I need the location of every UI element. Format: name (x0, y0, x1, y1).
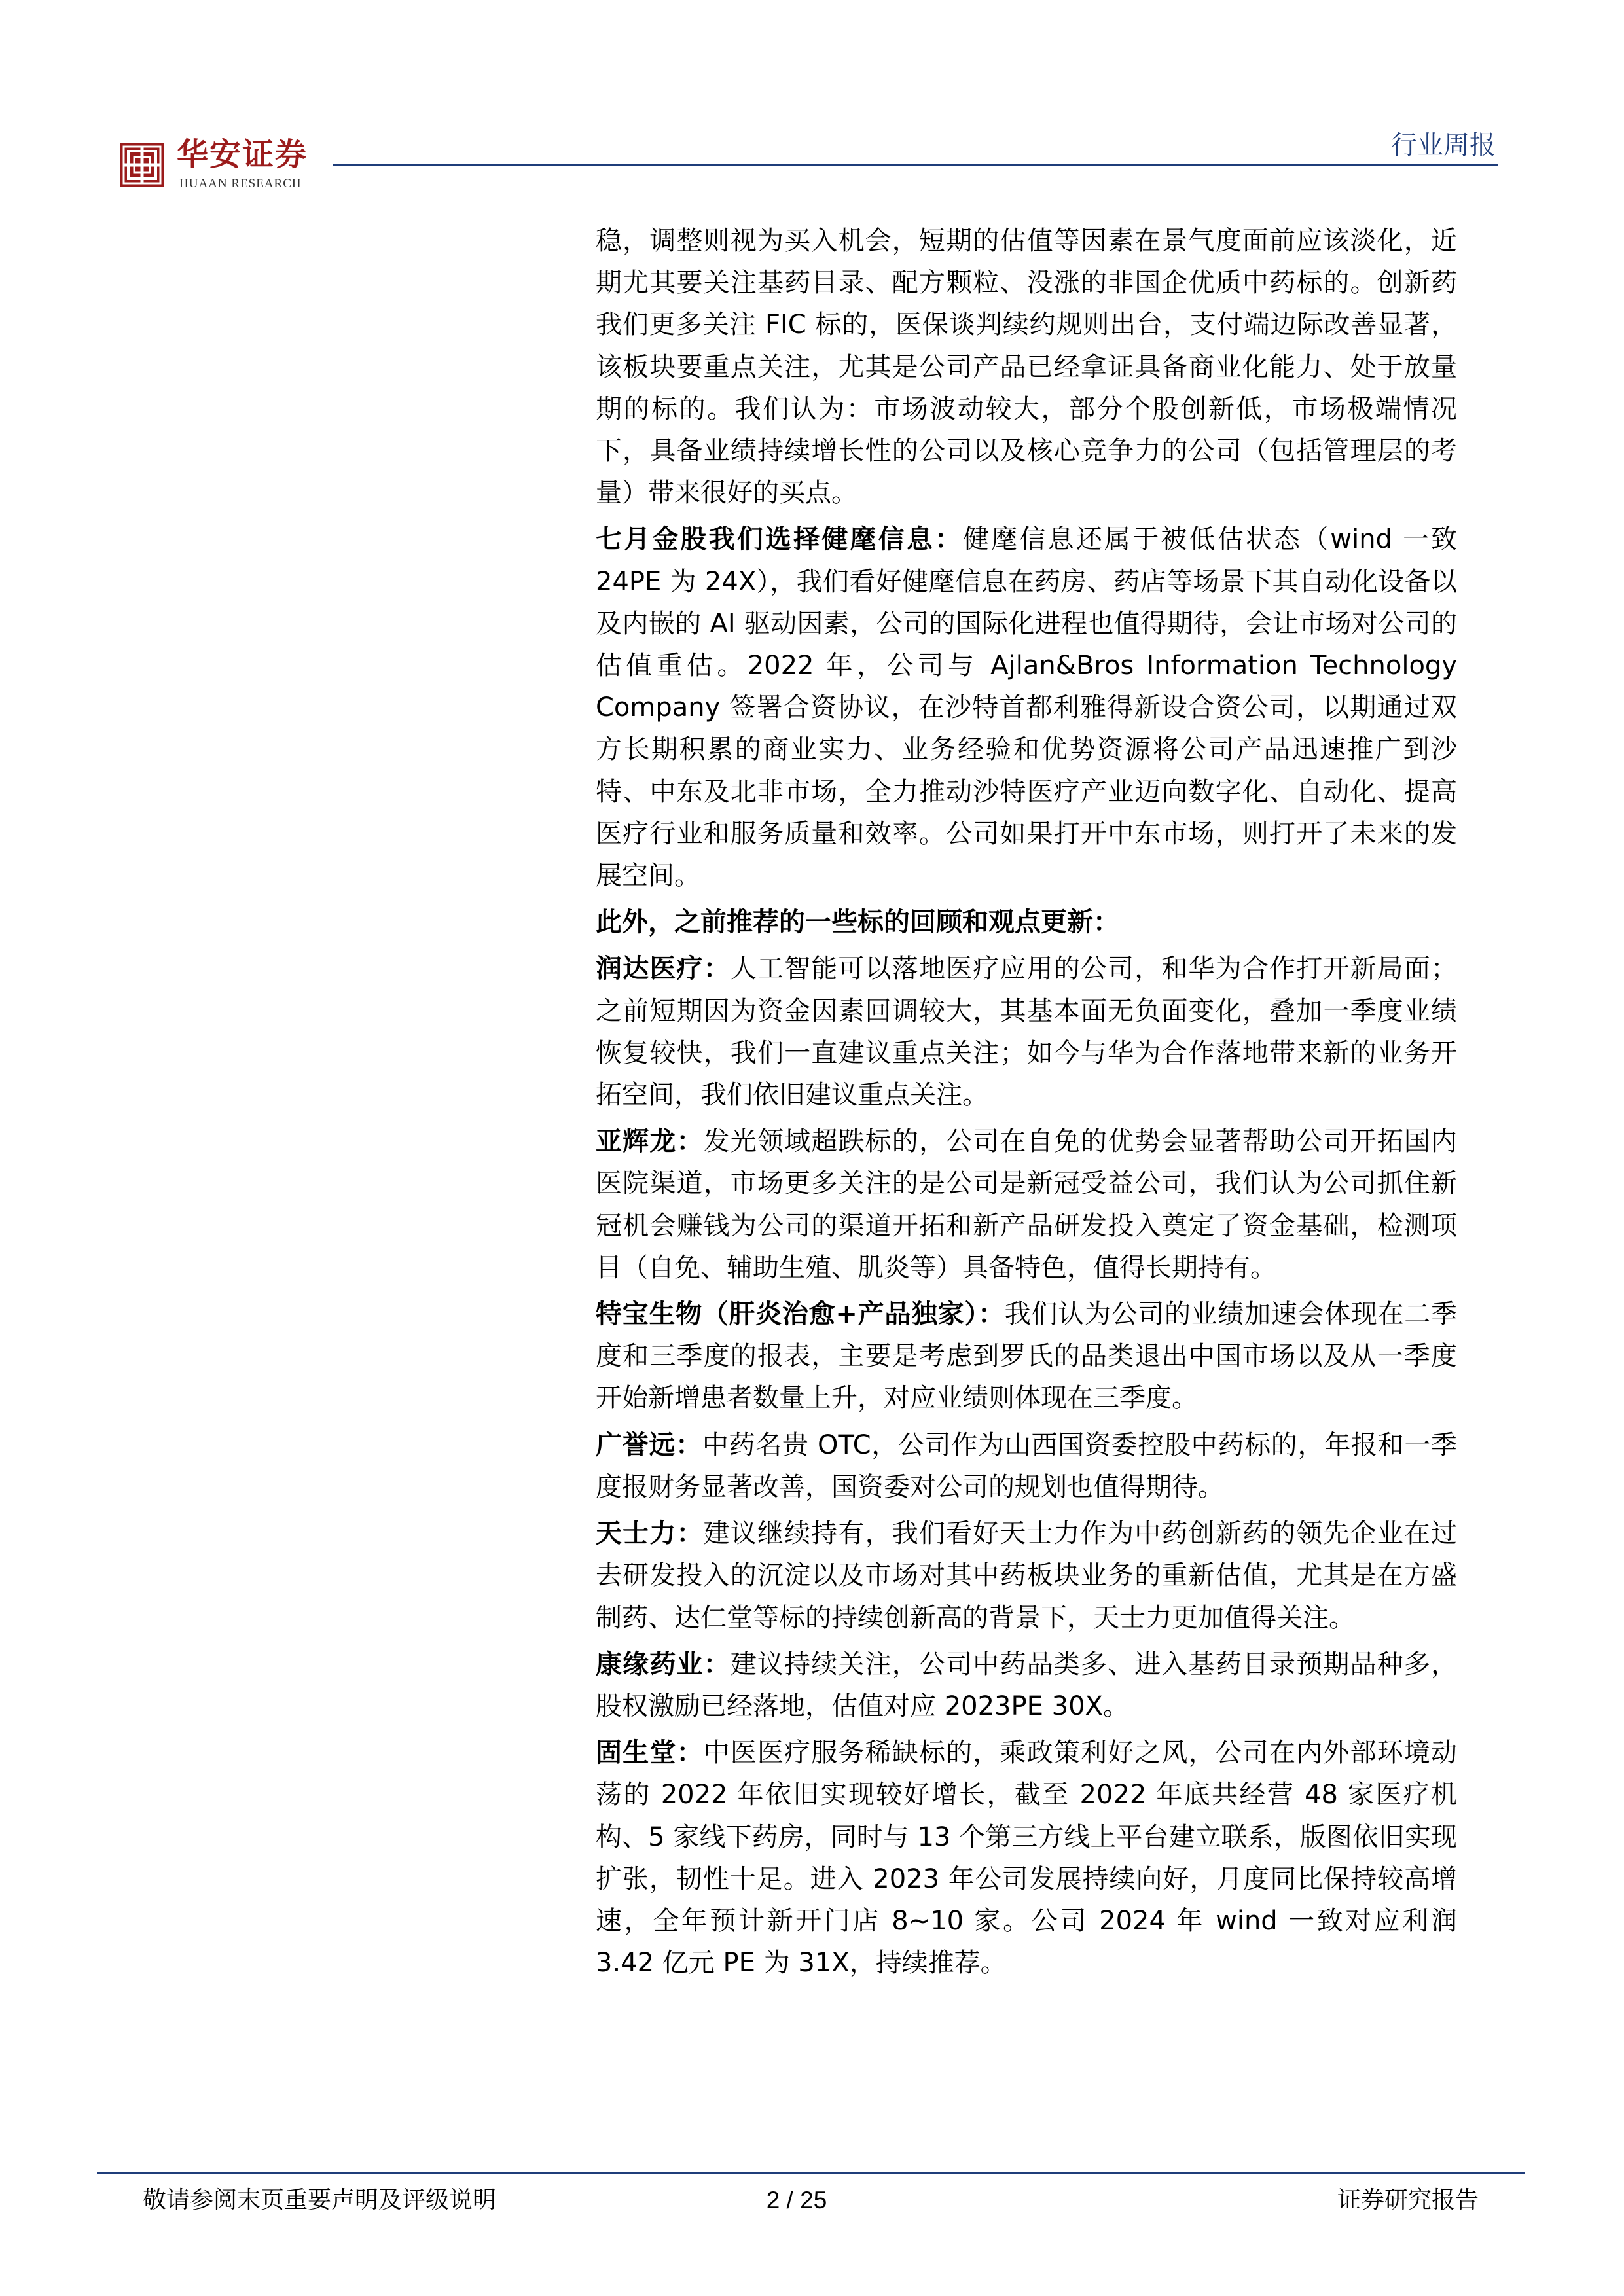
body-paragraph (596, 1424, 1457, 1508)
body-paragraph (596, 901, 1457, 943)
paragraph-text: 中药名贵 OTC，公司作为山西国资委控股中药标的，年报和一季度报财务显著改善，国资委对公司的规划也值得期待。 (596, 1429, 1458, 1502)
paragraph-lead: 亚辉龙： (596, 1126, 704, 1157)
paragraph-text: 健麾信息还属于被低估状态（wind 一致 24PE 为 24X），我们看好健麾信息在药房、药店等场景下其自动化设备以及内嵌的 AI 驱动因素，公司的国际化进程也值得期待，会让市场对公司的估值重估。2022 年，公司与 Ajlan&Bros Information Technology Company 签署合资协议，在沙特首都利雅得新设合资公司，以期通过双方长期积累的商业实力、业务经验和优势资源将公司产品迅速推广到沙特、中东及北非市场，全力推动沙特医疗产业迈向数字化、自动化、提高医疗行业和服务质量和效率。公司如果打开中东市场，则打开了未来的发展空间。 (596, 524, 1457, 891)
brand-name-cn: 华安证券 (177, 136, 308, 173)
body-paragraph (596, 1732, 1457, 1984)
paragraph-lead: 广誉远： (596, 1429, 702, 1460)
body-paragraph (596, 1121, 1457, 1289)
body-paragraph (596, 518, 1457, 897)
paragraph-text: 发光领域超跌标的，公司在自免的优势会显著帮助公司开拓国内医院渠道，市场更多关注的是公司是新冠受益公司，我们认为公司抓住新冠机会赚钱为公司的渠道开拓和新产品研发投入奠定了资金基础，检测项目（自免、辅助生殖、肌炎等）具备特色，值得长期持有。 (596, 1126, 1458, 1283)
brand-name-en: HUAAN RESEARCH (179, 177, 302, 190)
footer-doc-type: 证券研究报告 (1337, 2187, 1479, 2214)
paragraph-lead: 天士力： (596, 1518, 704, 1549)
paragraph-lead: 七月金股我们选择健麾信息： (596, 524, 964, 555)
header-divider (333, 164, 1498, 166)
paragraph-text: 中医医疗服务稀缺标的，乘政策利好之风，公司在内外部环境动荡的 2022 年依旧实现较好增长，截至 2022 年底共经营 48 家医疗机构、5 家线下药房，同时与 13 个第三方线上平台建立联系，版图依旧实现扩张，韧性十足。进入 2023 年公司发展持续向好，月度同比保持较高增速，全年预计新开门店 8~10 家。公司 2024 年 wind 一致对应利润 3.42 亿元 PE 为 31X，持续推荐。 (596, 1738, 1458, 1979)
paragraph-lead: 特宝生物（肝炎治愈+产品独家）： (596, 1299, 1005, 1330)
page-number: 2 / 25 (766, 2187, 827, 2214)
body-paragraph (596, 1513, 1457, 1639)
footer-disclaimer: 敬请参阅末页重要声明及评级说明 (143, 2187, 497, 2214)
paragraph-lead: 润达医疗： (596, 954, 731, 984)
paragraph-text: 建议继续持有，我们看好天士力作为中药创新药的领先企业在过去研发投入的沉淀以及市场对其中药板块业务的重新估值，尤其是在方盛制药、达仁堂等标的持续创新高的背景下，天士力更加值得关注。 (596, 1518, 1458, 1633)
report-type-label: 行业周报 (1391, 130, 1496, 160)
paragraph-lead: 此外，之前推荐的一些标的回顾和观点更新： (596, 907, 1119, 938)
paragraph-text: 稳，调整则视为买入机会，短期的估值等因素在景气度面前应该淡化，近期尤其要关注基药目录、配方颗粒、没涨的非国企优质中药标的。创新药我们更多关注 FIC 标的，医保谈判续约规则出台，支付端边际改善显著，该板块要重点关注，尤其是公司产品已经拿证具备商业化能力、处于放量期的标的。我们认为：市场波动较大，部分个股创新低，市场极端情况下，具备业绩持续增长性的公司以及核心竞争力的公司（包括管理层的考量）带来很好的买点。 (596, 226, 1457, 509)
body-paragraph (596, 1643, 1457, 1727)
body-paragraph (596, 948, 1457, 1116)
body-paragraph (596, 220, 1457, 514)
paragraph-lead: 康缘药业： (596, 1649, 731, 1679)
paragraph-text: 人工智能可以落地医疗应用的公司，和华为合作打开新局面；之前短期因为资金因素回调较大，其基本面无负面变化，叠加一季度业绩恢复较快，我们一直建议重点关注；如今与华为合作落地带来新的业务开拓空间，我们依旧建议重点关注。 (596, 954, 1458, 1111)
paragraph-text: 我们认为公司的业绩加速会体现在二季度和三季度的报表，主要是考虑到罗氏的品类退出中国市场以及从一季度开始新增患者数量上升，对应业绩则体现在三季度。 (596, 1299, 1458, 1414)
report-body (596, 220, 1457, 1988)
footer-divider (97, 2172, 1525, 2174)
huaan-seal-logo-icon (118, 141, 166, 189)
paragraph-text: 建议持续关注，公司中药品类多、进入基药目录预期品种多，股权激励已经落地，估值对应 2023PE 30X。 (596, 1649, 1458, 1721)
paragraph-lead: 固生堂： (596, 1738, 704, 1768)
body-paragraph (596, 1293, 1457, 1420)
